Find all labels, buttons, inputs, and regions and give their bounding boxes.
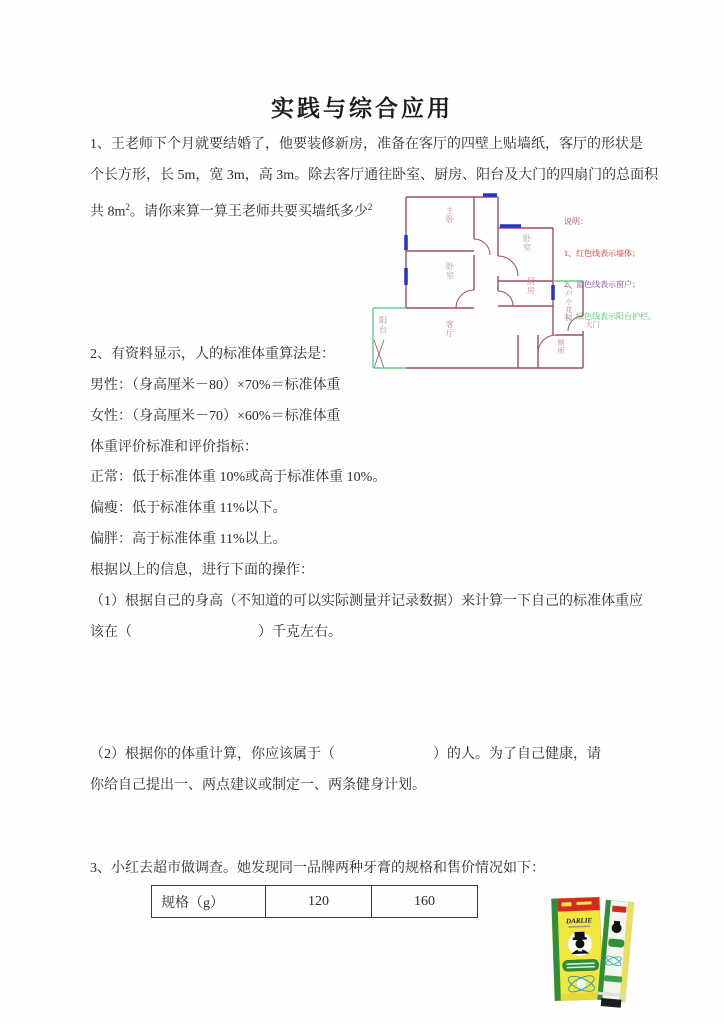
label-bedroom-right: 卧室 <box>522 234 532 252</box>
q2-line-2: 男性：（身高厘米－80）×70%＝标准体重 <box>90 378 341 393</box>
toothpaste-box <box>551 897 603 1001</box>
table-row <box>152 886 478 918</box>
q1-line-3 <box>90 199 372 221</box>
label-toilet: 厕所 <box>557 339 565 355</box>
label-master-bedroom: 主卧 <box>445 206 455 224</box>
q2-sub1-line-1: （1）根据自己的身高（不知道的可以实际测量并记录数据）来计算一下自己的标准体重应 <box>90 594 643 609</box>
label-living-room: 客厅 <box>445 320 455 338</box>
legend-item-walls: 1、红色线表示墙体； <box>564 248 640 258</box>
toothpaste-product-image <box>538 876 670 1022</box>
legend-item-windows: 2、蓝色线表示窗户； <box>564 280 640 289</box>
q1-line3-superscript-a: 2 <box>125 202 130 212</box>
q2-line-3: 女性：（身高厘米－70）×60%＝标准体重 <box>90 409 341 424</box>
q1-line-1: 1、王老师下个月就要结婚了，他要装修新房，准备在客厅的四壁上贴墙纸，客厅的形状是 <box>90 137 643 152</box>
q2-line-7: 偏胖：高于标准体重 11%以上。 <box>90 532 287 547</box>
q2-sub2-line-2: 你给自己提出一、两点建议或制定一、两条健身计划。 <box>90 778 426 793</box>
toothpaste-tube <box>597 900 634 1008</box>
label-kitchen: 厨房 <box>526 277 536 295</box>
label-gate: 大门 <box>585 320 600 329</box>
q2-sub2-line-1: （2）根据你的体重计算，你应该属于（ ）的人。为了自己健康，请 <box>90 747 601 762</box>
table-cell-160: 160 <box>372 886 478 918</box>
table-cell-spec-header: 规格（g） <box>152 886 266 918</box>
q1-line3-text-b: 。请你来算一算王老师共要买墙纸多少 <box>129 204 368 220</box>
label-entry-garden: 入户小花园 <box>565 282 573 322</box>
label-balcony: 阳台 <box>378 316 388 334</box>
q2-line-6: 偏瘦：低于标准体重 11%以下。 <box>90 501 287 516</box>
q2-line-5: 正常：低于标准体重 10%或高于标准体重 10%。 <box>90 470 387 485</box>
q3-intro: 3、小红去超市做调查。她发现同一品牌两种牙膏的规格和售价情况如下： <box>90 861 545 876</box>
floorplan-diagram <box>369 192 609 388</box>
q2-line-4: 体重评价标准和评价指标： <box>90 440 258 455</box>
toothpaste-spec-table <box>151 885 478 918</box>
table-cell-120: 120 <box>266 886 372 918</box>
toothpaste-brand-text: DARLIE <box>565 916 593 926</box>
q1-line3-superscript-b: 2 <box>367 202 373 212</box>
q2-sub1-line-2: 该在（ ）千克左右。 <box>90 625 342 640</box>
page-title: 实践与综合应用 <box>271 96 453 121</box>
label-bedroom-left: 卧室 <box>445 262 455 280</box>
legend-item-railing: 3、绿色线表示阳台护栏。 <box>564 311 656 321</box>
q1-line-2: 个长方形，长 5m，宽 3m，高 3m。除去客厅通往卧室、厨房、阳台及大门的四扇门的总面积 <box>90 168 659 183</box>
q1-line3-text-a: 共 8m <box>90 204 126 220</box>
q2-line-8: 根据以上的信息，进行下面的操作： <box>90 563 314 578</box>
q2-line-1: 2、有资料显示，人的标准体重算法是： <box>90 347 335 362</box>
legend-title: 说明： <box>564 217 588 226</box>
